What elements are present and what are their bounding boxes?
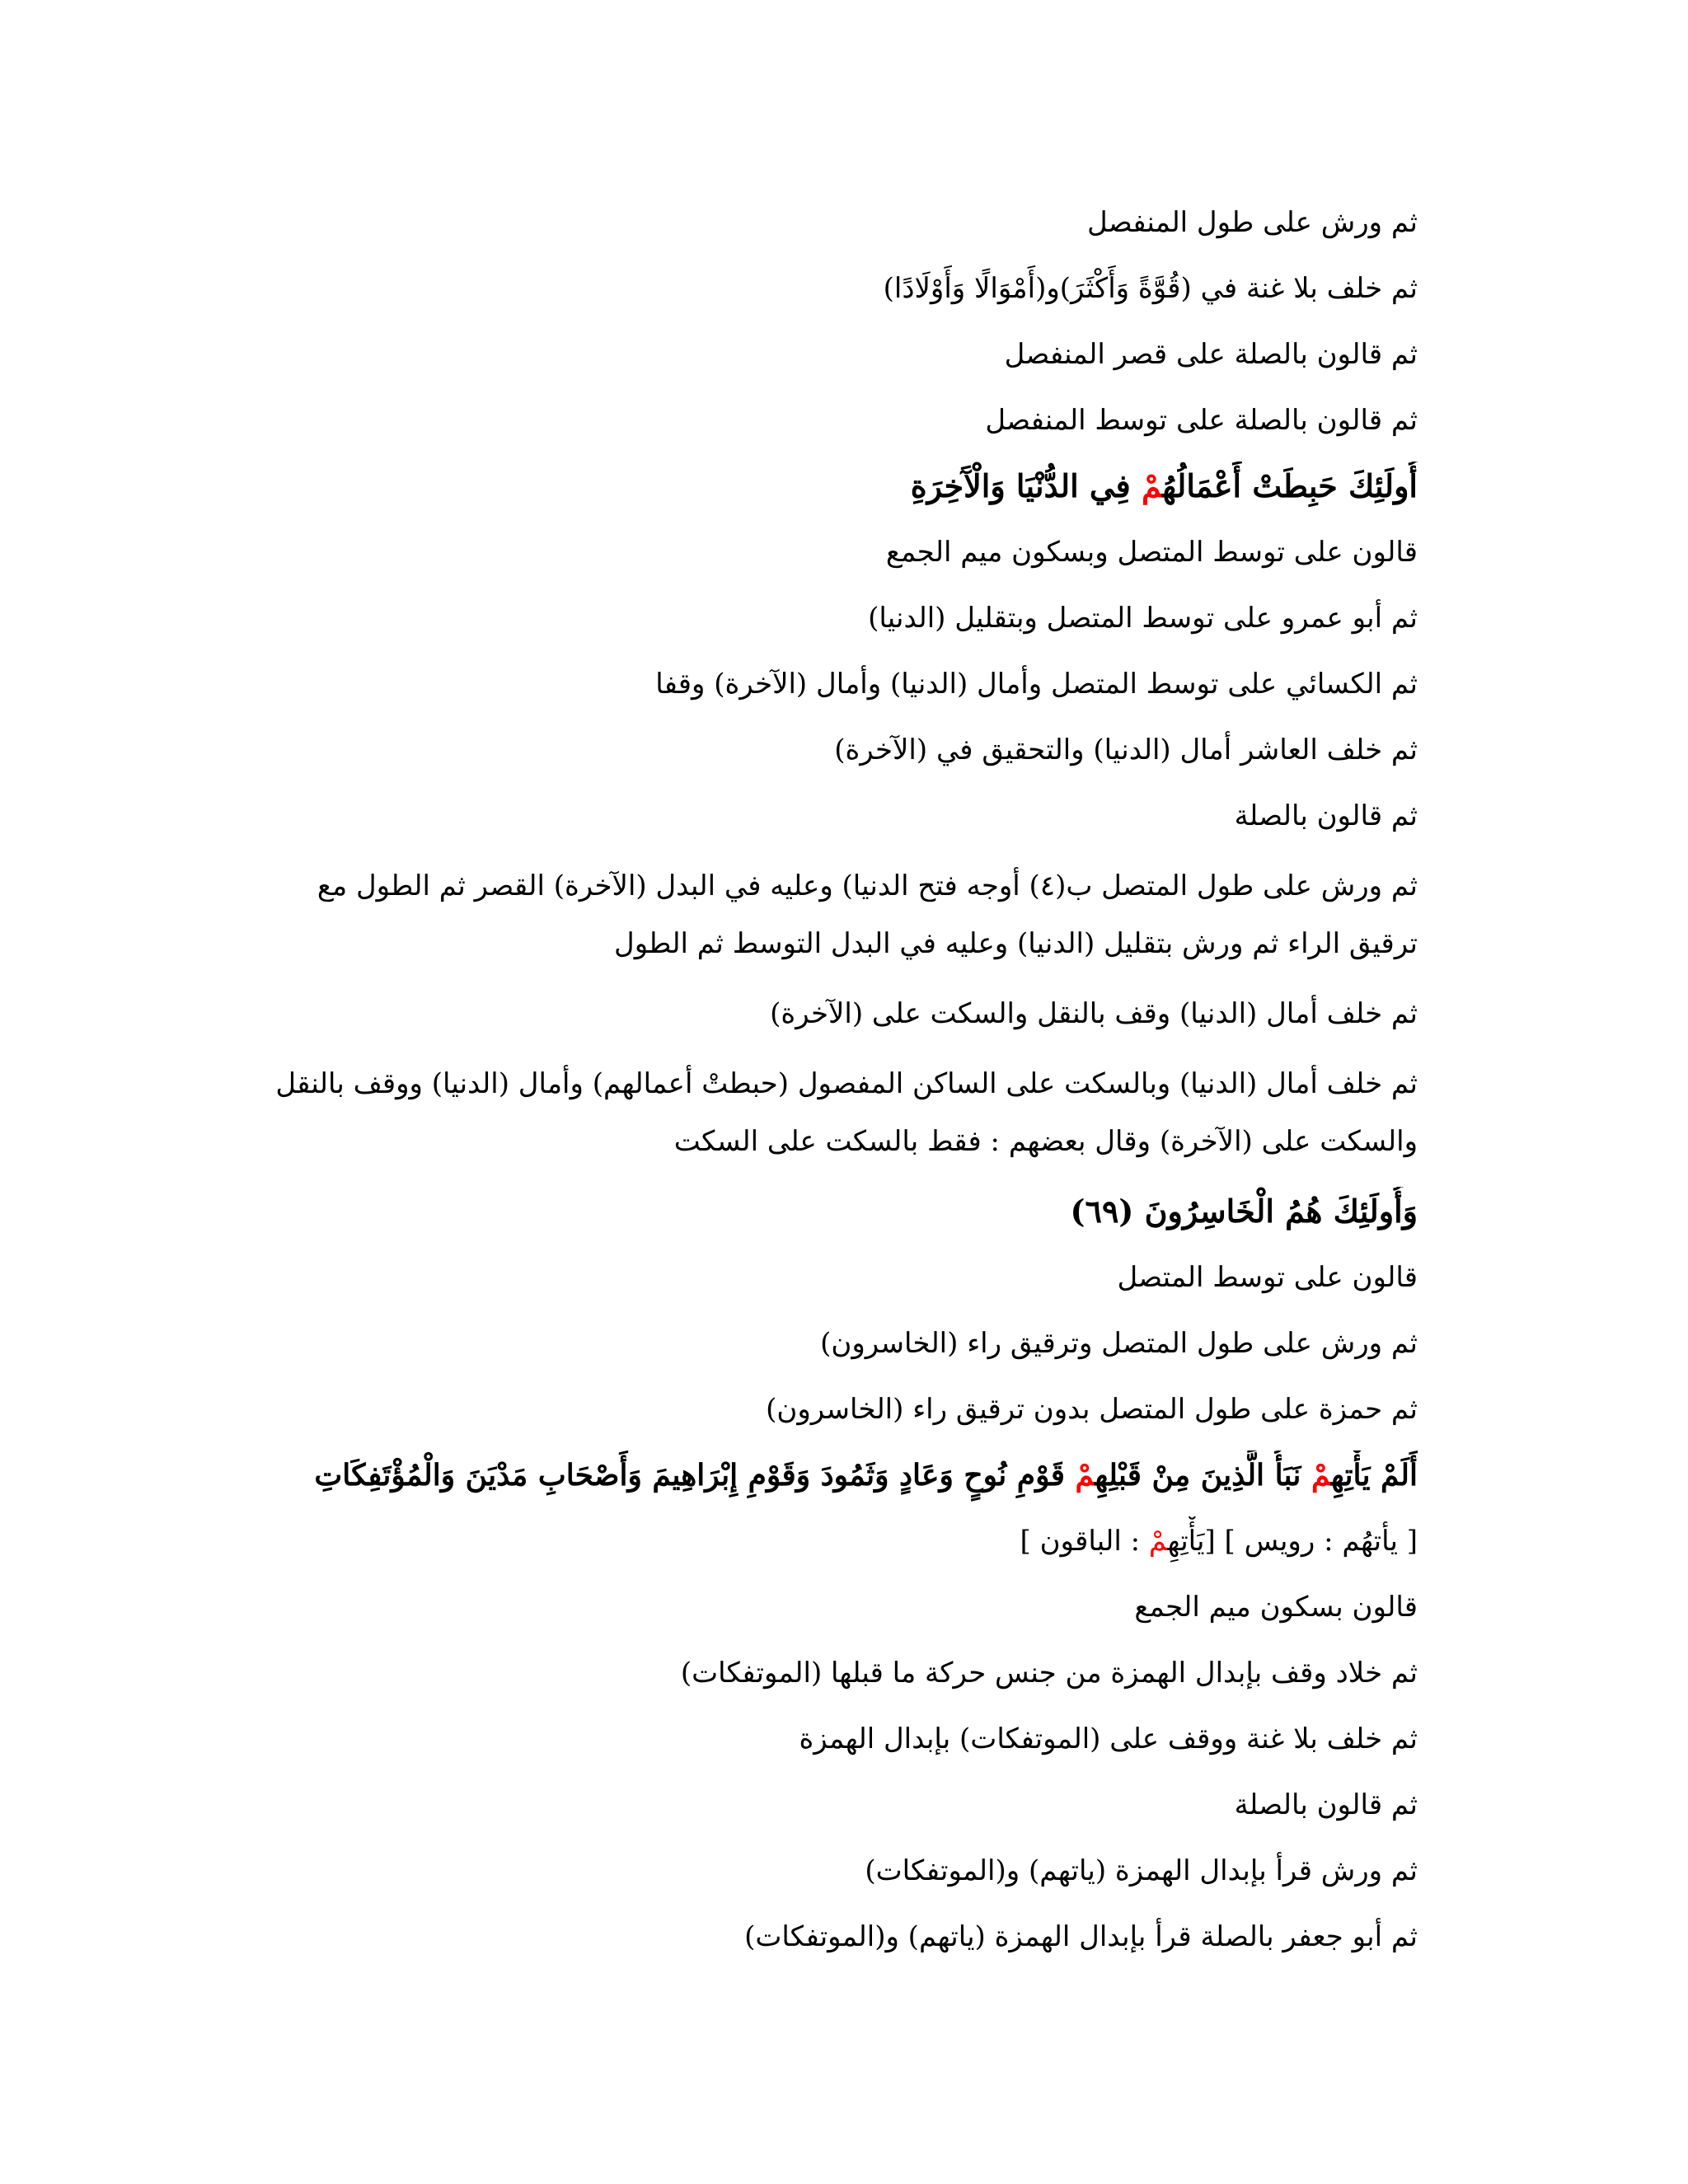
- verse-1-red-mim: مْ: [1141, 467, 1163, 504]
- text-paragraph-1: ثم ورش على طول المتصل ب(٤) أوجه فتح الدنيا) وعليه في البدل (الآخرة) القصر ثم الطول مع ترقيق الراء ثم ورش بتقليل (الدنيا) وعليه في البدل التوسط ثم الطول: [316, 869, 1418, 960]
- text-line-4: ثم قالون بالصلة على توسط المنفصل: [985, 404, 1418, 437]
- verse-1-text-b: فِي الدُّنْيَا وَالْآَخِرَةِ: [910, 467, 1142, 504]
- document-page: [264, 198, 1418, 1978]
- quran-verse-1: [264, 462, 1418, 527]
- note-text-a: [ يأتهُم : رويس ] [يَأْتِهِ: [1167, 1525, 1418, 1558]
- text-line-6: ثم أبو عمرو على توسط المتصل وبتقليل (الدنيا): [868, 602, 1418, 635]
- text-line-15: ثم خلاد وقف بإبدال الهمزة من جنس حركة ما قبلها (الموتفكات): [680, 1657, 1418, 1690]
- verse-3-text-b: نَبَأُ الَّذِينَ مِنْ قَبْلِهِ: [1095, 1458, 1311, 1493]
- text-line-1: ثم ورش على طول المنفصل: [1086, 206, 1418, 239]
- text-line-10: ثم خلف أمال (الدنيا) وقف بالنقل والسكت على (الآخرة): [770, 997, 1418, 1030]
- verse-3-text-a: أَلَمْ يَأْتِهِ: [1330, 1458, 1418, 1493]
- quran-verse-3: [264, 1451, 1418, 1516]
- text-line-18: ثم ورش قرأ بإبدال الهمزة (ياتهم) و(الموتفكات): [865, 1854, 1418, 1887]
- text-line-9: ثم قالون بالصلة: [1234, 799, 1418, 832]
- verse-3-red-mim-1: مْ: [1311, 1458, 1331, 1493]
- text-line-8: ثم خلف العاشر أمال (الدنيا) والتحقيق في (الآخرة): [834, 733, 1418, 766]
- text-line-12: ثم ورش على طول المتصل وترقيق راء (الخاسرون): [820, 1327, 1418, 1360]
- text-line-17: ثم قالون بالصلة: [1234, 1788, 1418, 1821]
- text-line-2: ثم خلف بلا غنة في (قُوَّةً وَأَكْثَرَ)و(أَمْوَالًا وَأَوْلَادًا): [883, 272, 1418, 305]
- text-line-13: ثم حمزة على طول المتصل بدون ترقيق راء (الخاسرون): [766, 1393, 1418, 1426]
- text-line-16: ثم خلف بلا غنة ووقف على (الموتفكات) بإبدال الهمزة: [799, 1722, 1418, 1755]
- text-line-5: قالون على توسط المتصل وبسكون ميم الجمع: [885, 536, 1418, 569]
- text-line-11: قالون على توسط المتصل: [1117, 1261, 1418, 1294]
- verse-3-text-c: قَوْمِ نُوحٍ وَعَادٍ وَثَمُودَ وَقَوْمِ إِبْرَاهِيمَ وَأَصْحَابِ مَدْيَنَ وَالْمُؤْتَفِكَاتِ: [314, 1458, 1076, 1493]
- quran-verse-2: وَأُولَئِكَ هُمُ الْخَاسِرُونَ (٦٩): [1070, 1193, 1418, 1230]
- text-line-14: قالون بسكون ميم الجمع: [1134, 1591, 1418, 1624]
- text-paragraph-2: ثم خلف أمال (الدنيا) وبالسكت على الساكن المفصول (حبطتْ أعمالهم) وأمال (الدنيا) ووقف بالنقل والسكت على (الآخرة) وقال بعضهم : فقط بالسكت على السكت: [275, 1067, 1418, 1158]
- text-line-3: ثم قالون بالصلة على قصر المنفصل: [1004, 338, 1418, 371]
- verse-1-text-a: أُولَئِكَ حَبِطَتْ أَعْمَالُهُ: [1162, 467, 1418, 504]
- verse-3-red-mim-2: مْ: [1075, 1458, 1095, 1493]
- note-red-mim: مْ: [1148, 1525, 1168, 1558]
- note-text-b: : الباقون ]: [1020, 1525, 1149, 1558]
- text-line-19: ثم أبو جعفر بالصلة قرأ بإبدال الهمزة (ياتهم) و(الموتفكات): [744, 1920, 1418, 1953]
- text-line-7: ثم الكسائي على توسط المتصل وأمال (الدنيا) وأمال (الآخرة) وقفا: [655, 668, 1418, 701]
- reading-note: [264, 1516, 1418, 1582]
